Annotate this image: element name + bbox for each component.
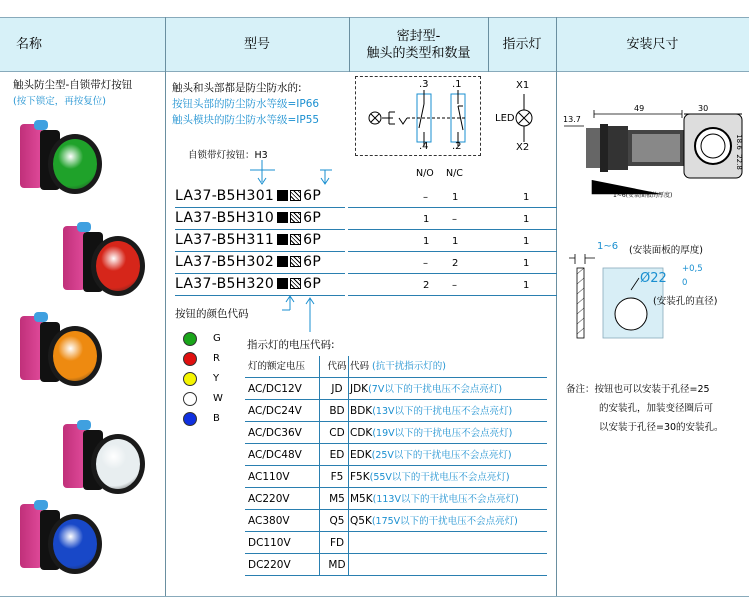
no-count: 2 xyxy=(423,280,430,291)
no-header: N/O xyxy=(416,168,434,179)
color-swatch xyxy=(183,332,197,346)
model-code: LA37-B5H301 xyxy=(175,188,275,204)
rated-voltage: DC110V xyxy=(248,537,291,549)
hole-diameter: Ø22 xyxy=(640,271,667,286)
terminal-x2: X2 xyxy=(516,142,530,153)
voltage-code-placeholder xyxy=(290,256,301,267)
voltage-k-note: (175V以下的干扰电压不会点亮灯) xyxy=(371,516,518,527)
color-code-letter: G xyxy=(213,333,221,344)
color-swatch xyxy=(183,392,197,406)
color-code-label: 按钮的颜色代码 xyxy=(175,308,249,320)
hole-tolerance-zero: 0 xyxy=(682,278,688,288)
nc-count: – xyxy=(452,280,457,291)
voltage-k-cell xyxy=(350,378,502,401)
model-suffix: 6P xyxy=(303,276,322,292)
rated-voltage: DC220V xyxy=(248,559,291,571)
voltage-k-note: (19V以下的干扰电压不会点亮灯) xyxy=(372,428,513,439)
nc-count: 1 xyxy=(452,192,459,203)
contact-row xyxy=(348,252,557,274)
voltage-k-cell xyxy=(350,422,512,445)
remark xyxy=(566,380,748,437)
col-divider xyxy=(165,17,166,597)
model-suffix: 6P xyxy=(303,254,322,270)
rated-voltage: AC/DC24V xyxy=(248,405,302,417)
lamp-count: 1 xyxy=(523,192,530,203)
no-count: – xyxy=(423,258,428,269)
voltage-k-note: (113V以下的干扰电压不会点亮灯) xyxy=(372,494,519,505)
voltage-code: BD xyxy=(329,405,345,417)
nc-count: 2 xyxy=(452,258,459,269)
model-row xyxy=(175,252,345,274)
voltage-code-placeholder xyxy=(290,278,301,289)
voltage-code: M5 xyxy=(329,493,345,505)
voltage-header-rated: 灯的额定电压 xyxy=(248,361,306,372)
voltage-row xyxy=(245,466,547,488)
voltage-row xyxy=(245,422,547,444)
nc-count: – xyxy=(452,214,457,225)
model-row xyxy=(175,274,345,296)
color-code-placeholder xyxy=(277,278,288,289)
voltage-k-code: F5K xyxy=(350,471,370,483)
header-seal-line2: 触头的类型和数量 xyxy=(366,45,471,61)
rated-voltage: AC/DC12V xyxy=(248,383,302,395)
voltage-header-k-note: (抗干扰指示灯的) xyxy=(372,361,446,372)
voltage-header-code: 代码 xyxy=(327,361,347,372)
color-swatch xyxy=(183,412,197,426)
header-name: 名称 xyxy=(16,37,43,52)
lamp-count: 1 xyxy=(523,214,530,225)
rated-voltage: AC110V xyxy=(248,471,290,483)
led-label: LED xyxy=(495,113,515,124)
blue-button-image xyxy=(20,500,102,582)
voltage-code: MD xyxy=(328,559,346,571)
green-button-image xyxy=(20,120,102,202)
rated-voltage: AC/DC48V xyxy=(248,449,302,461)
rated-voltage: AC220V xyxy=(248,493,290,505)
header-seal-line1: 密封型- xyxy=(396,28,441,44)
voltage-label: 指示灯的电压代码: xyxy=(247,339,335,351)
terminal-2: .2 xyxy=(452,141,462,152)
voltage-row xyxy=(245,554,547,576)
voltage-code: JD xyxy=(331,383,343,395)
dim-13-7: 13.7 xyxy=(563,115,581,124)
thickness-note: (安装面板的厚度) xyxy=(629,245,703,256)
voltage-row xyxy=(245,532,547,554)
product-name: 触头防尘型-自锁带灯按钮 xyxy=(13,79,133,91)
voltage-code-placeholder xyxy=(290,234,301,245)
voltage-code: CD xyxy=(329,427,345,439)
col-divider xyxy=(488,17,489,72)
no-count: – xyxy=(423,192,428,203)
header-seal xyxy=(349,18,488,71)
voltage-k-note: (13V以下的干扰电压不会点亮灯) xyxy=(372,406,513,417)
contact-row xyxy=(348,208,557,230)
model-row xyxy=(175,208,345,230)
voltage-code-placeholder xyxy=(290,212,301,223)
remark-line3: 以安装于孔径=30的安装孔。 xyxy=(599,422,724,433)
voltage-k-note: (7V以下的干扰电压不会点亮灯) xyxy=(368,384,503,395)
color-code-letter: R xyxy=(213,353,220,364)
voltage-row xyxy=(245,444,547,466)
voltage-code: FD xyxy=(329,537,345,549)
model-code: LA37-B5H311 xyxy=(175,232,275,248)
voltage-k-cell xyxy=(350,488,519,511)
model-desc-line3: 触头模块的防尘防水等级=IP55 xyxy=(172,114,320,126)
remark-line1: 备注：按钮也可以安装于孔径=25 xyxy=(566,384,710,395)
model-code: LA37-B5H302 xyxy=(175,254,275,270)
no-count: 1 xyxy=(423,236,430,247)
contact-row xyxy=(348,230,557,252)
voltage-k-note: (55V以下的干扰电压不会点亮灯) xyxy=(369,472,510,483)
voltage-k-code: M5K xyxy=(350,493,373,505)
terminal-4: .4 xyxy=(419,141,429,152)
nc-count: 1 xyxy=(452,236,459,247)
voltage-row xyxy=(245,510,547,532)
voltage-k-code: EDK xyxy=(350,449,372,461)
color-code-placeholder xyxy=(277,234,288,245)
model-desc-line2: 按钮头部的防尘防水等级=IP66 xyxy=(172,98,320,110)
model-desc-line1: 触头和头部都是防尘防水的: xyxy=(172,82,302,94)
voltage-k-code: Q5K xyxy=(350,515,372,527)
voltage-table-header xyxy=(245,356,547,378)
model-suffix: 6P xyxy=(303,210,322,226)
voltage-k-cell xyxy=(350,400,512,423)
header-indicator: 指示灯 xyxy=(502,37,542,52)
product-note: (按下锁定，再按复位) xyxy=(13,96,106,107)
terminal-1: .1 xyxy=(452,79,462,90)
remark-line2: 的安装孔，加装变径圈后可 xyxy=(599,403,714,414)
no-count: 1 xyxy=(423,214,430,225)
col-divider xyxy=(349,17,350,72)
terminal-x1: X1 xyxy=(516,80,530,91)
rated-voltage: AC380V xyxy=(248,515,290,527)
model-row xyxy=(175,230,345,252)
header-model: 型号 xyxy=(243,37,270,52)
self-lock-label: 自锁带灯按钮：H3 xyxy=(188,150,268,161)
voltage-code-placeholder xyxy=(290,190,301,201)
color-code-arrows xyxy=(282,296,322,336)
lamp-count: 1 xyxy=(523,280,530,291)
voltage-k-code: CDK xyxy=(350,427,373,439)
hole-tolerance-plus: +0,5 xyxy=(682,264,703,274)
rated-voltage: AC/DC36V xyxy=(248,427,302,439)
voltage-code: Q5 xyxy=(329,515,345,527)
header-mount: 安装尺寸 xyxy=(626,37,679,52)
contact-row xyxy=(348,274,557,296)
hole-note: (安装孔的直径) xyxy=(653,296,718,307)
color-code-letter: B xyxy=(213,413,220,424)
panel-thickness-note: 1~6(安装面板的厚度) xyxy=(613,192,673,199)
color-code-letter: W xyxy=(213,393,223,404)
voltage-row xyxy=(245,400,547,422)
col-divider xyxy=(556,17,557,597)
white-button-image xyxy=(63,420,145,502)
contact-row xyxy=(348,186,557,208)
voltage-header-k xyxy=(350,356,446,378)
voltage-row xyxy=(245,378,547,400)
model-row xyxy=(175,186,345,208)
color-swatch xyxy=(183,372,197,386)
lamp-count: 1 xyxy=(523,258,530,269)
dim-22-8: 22.8 xyxy=(734,154,743,170)
bottom-border xyxy=(0,596,749,597)
model-suffix: 6P xyxy=(303,232,322,248)
lamp-count: 1 xyxy=(523,236,530,247)
voltage-k-code: JDK xyxy=(350,383,369,395)
table-header xyxy=(0,17,749,72)
voltage-row xyxy=(245,488,547,510)
voltage-code: F5 xyxy=(330,471,344,483)
voltage-code: ED xyxy=(329,449,345,461)
dim-30: 30 xyxy=(698,104,709,113)
color-swatch xyxy=(183,352,197,366)
dim-49: 49 xyxy=(634,104,645,113)
color-code-placeholder xyxy=(277,190,288,201)
panel-hole-drawing xyxy=(565,250,665,345)
red-button-image xyxy=(63,222,145,304)
terminal-3: .3 xyxy=(419,79,429,90)
orange-button-image xyxy=(20,312,102,394)
color-code-placeholder xyxy=(277,256,288,267)
model-code: LA37-B5H320 xyxy=(175,276,275,292)
model-suffix: 6P xyxy=(303,188,322,204)
voltage-header-k-label: 代码 xyxy=(350,361,370,372)
voltage-k-cell xyxy=(350,510,518,533)
dim-18-6: 18.6 xyxy=(734,134,743,150)
nc-header: N/C xyxy=(446,168,463,179)
color-code-letter: Y xyxy=(213,373,220,384)
thickness-range: 1~6 xyxy=(597,241,619,252)
voltage-k-code: BDK xyxy=(350,405,373,417)
voltage-k-cell xyxy=(350,466,510,489)
voltage-k-cell xyxy=(350,444,512,467)
voltage-k-note: (25V以下的干扰电压不会点亮灯) xyxy=(371,450,512,461)
color-code-placeholder xyxy=(277,212,288,223)
model-code: LA37-B5H310 xyxy=(175,210,275,226)
